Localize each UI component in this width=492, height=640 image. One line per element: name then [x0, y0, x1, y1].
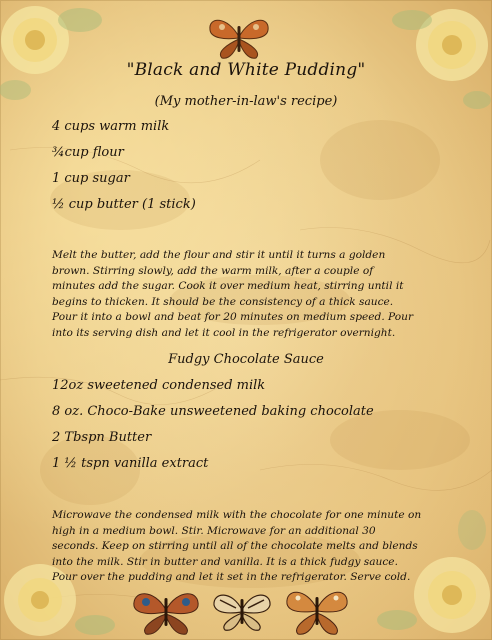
- recipe-subtitle: (My mother-in-law's recipe): [154, 94, 338, 109]
- recipe-title: "Black and White Pudding": [126, 60, 366, 80]
- ingredient-item: ½ cup butter (1 stick): [52, 197, 196, 212]
- instruction-line: seconds. Keep on stirring until all of the chocolate melts and blends: [52, 540, 418, 552]
- instruction-line: begins to thicken. It should be the consistency of a thick sauce.: [52, 295, 394, 308]
- instruction-line: into its serving dish and let it cool in the refrigerator overnight.: [52, 326, 396, 339]
- sauce-instructions: [52, 508, 442, 586]
- ingredient-item: 4 cups warm milk: [52, 119, 170, 134]
- instruction-line: Melt the butter, add the flour and stir it until it turns a golden: [52, 249, 386, 261]
- butterfly-top-icon: [204, 14, 274, 60]
- instruction-line: high in a medium bowl. Stir. Microwave for an additional 30: [52, 524, 376, 537]
- instruction-line: into the milk. Stir in butter and vanilla. It is a thick fudgy sauce.: [52, 555, 398, 568]
- butterfly-bottom-center-icon: [210, 590, 274, 632]
- instruction-line: Pour it into a bowl and beat for 20 minutes on medium speed. Pour: [52, 311, 414, 323]
- instruction-line: Microwave the condensed milk with the chocolate for one minute on: [52, 509, 422, 521]
- sauce-title: Fudgy Chocolate Sauce: [168, 352, 324, 367]
- ingredient-item: 1 cup sugar: [52, 171, 130, 186]
- sauce-ingredient-item: 1 ½ tspn vanilla extract: [52, 456, 209, 471]
- ingredient-item: ¾cup flour: [52, 145, 124, 160]
- instruction-line: brown. Stirring slowly, add the warm milk, after a couple of: [52, 264, 374, 277]
- instruction-line: minutes add the sugar. Cook it over medium heat, stirring until it: [52, 280, 404, 292]
- sauce-ingredient-item: 12oz sweetened condensed milk: [52, 378, 266, 393]
- recipe-instructions: [52, 248, 442, 341]
- butterfly-bottom-left-icon: [130, 588, 202, 636]
- butterfly-bottom-right-icon: [282, 586, 352, 636]
- sauce-ingredient-item: 8 oz. Choco-Bake unsweetened baking chocolate: [52, 404, 374, 419]
- instruction-line: Pour over the pudding and let it set in the refrigerator. Serve cold.: [52, 571, 411, 583]
- sauce-ingredient-item: 2 Tbspn Butter: [52, 430, 152, 445]
